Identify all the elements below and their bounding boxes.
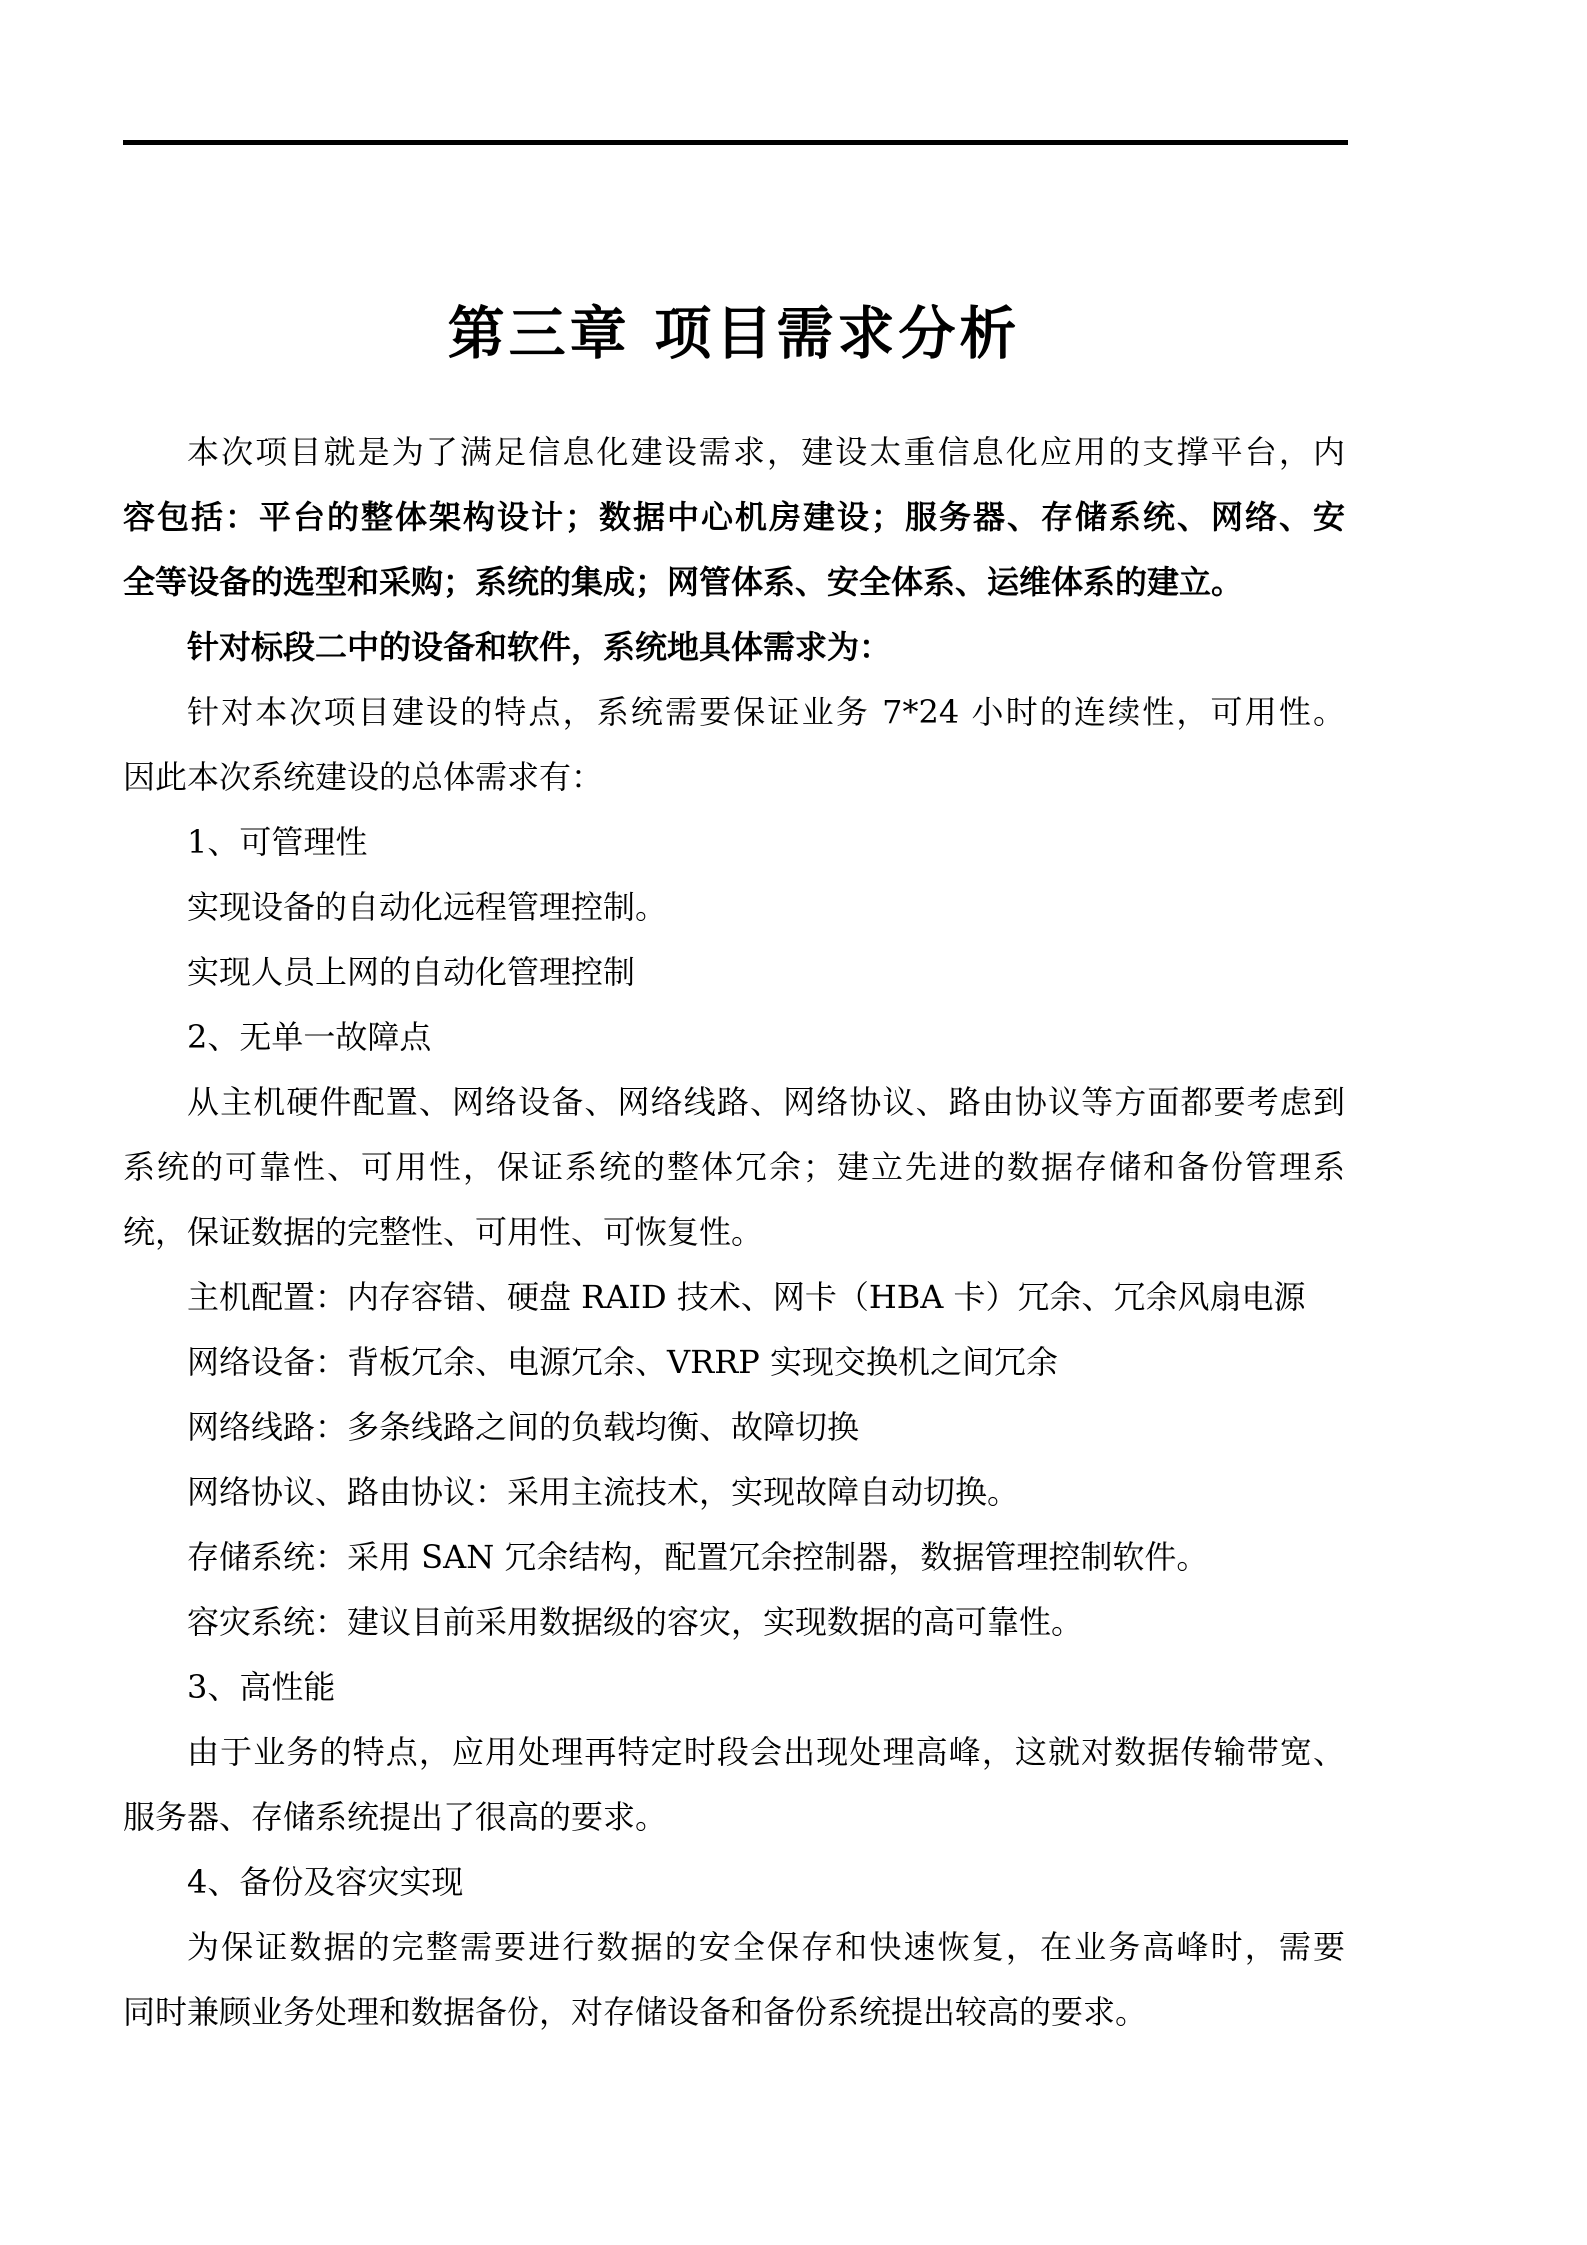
text-line: 网络设备：背板冗余、电源冗余、VRRP 实现交换机之间冗余 xyxy=(187,1343,1059,1381)
text-line: 存储系统：采用 SAN 冗余结构，配置冗余控制器，数据管理控制软件。 xyxy=(187,1538,1209,1576)
text-line: 服务器、存储系统提出了很高的要求。 xyxy=(123,1798,668,1836)
text-line: 针对标段二中的设备和软件，系统地具体需求为： xyxy=(187,628,892,666)
text-line: 本次项目就是为了满足信息化建设需求，建设太重信息化应用的支撑平台，内 xyxy=(187,433,1345,471)
text-line: 1、可管理性 xyxy=(187,823,368,861)
text-line: 4、备份及容灾实现 xyxy=(187,1863,464,1901)
text-line: 从主机硬件配置、网络设备、网络线路、网络协议、路由协议等方面都要考虑到 xyxy=(187,1083,1345,1121)
text-line: 针对本次项目建设的特点，系统需要保证业务 7*24 小时的连续性，可用性。 xyxy=(187,693,1345,731)
text-line: 系统的可靠性、可用性，保证系统的整体冗余；建立先进的数据存储和备份管理系 xyxy=(123,1148,1345,1186)
text-line: 全等设备的选型和采购；系统的集成；网管体系、安全体系、运维体系的建立。 xyxy=(123,563,1244,601)
text-line: 为保证数据的完整需要进行数据的安全保存和快速恢复，在业务高峰时，需要 xyxy=(187,1928,1345,1966)
document-body xyxy=(123,420,1345,2045)
text-line: 主机配置：内存容错、硬盘 RAID 技术、网卡（HBA 卡）冗余、冗余风扇电源 xyxy=(187,1278,1306,1316)
chapter-title: 第三章 项目需求分析 xyxy=(447,300,1021,367)
text-line: 容包括：平台的整体架构设计；数据中心机房建设；服务器、存储系统、网络、安 xyxy=(123,498,1345,536)
text-line: 2、无单一故障点 xyxy=(187,1018,432,1056)
text-line: 容灾系统：建议目前采用数据级的容灾，实现数据的高可靠性。 xyxy=(187,1603,1084,1641)
text-line: 因此本次系统建设的总体需求有： xyxy=(123,758,604,796)
text-line: 统，保证数据的完整性、可用性、可恢复性。 xyxy=(123,1213,764,1251)
text-line: 由于业务的特点，应用处理再特定时段会出现处理高峰，这就对数据传输带宽、 xyxy=(187,1733,1345,1771)
text-line: 3、高性能 xyxy=(187,1668,336,1706)
text-line: 同时兼顾业务处理和数据备份，对存储设备和备份系统提出较高的要求。 xyxy=(123,1993,1148,2031)
text-line: 网络协议、路由协议：采用主流技术，实现故障自动切换。 xyxy=(187,1473,1020,1511)
header-rule xyxy=(123,140,1348,145)
text-line: 实现人员上网的自动化管理控制 xyxy=(187,953,636,991)
text-line: 实现设备的自动化远程管理控制。 xyxy=(187,888,668,926)
text-line: 网络线路：多条线路之间的负载均衡、故障切换 xyxy=(187,1408,860,1446)
